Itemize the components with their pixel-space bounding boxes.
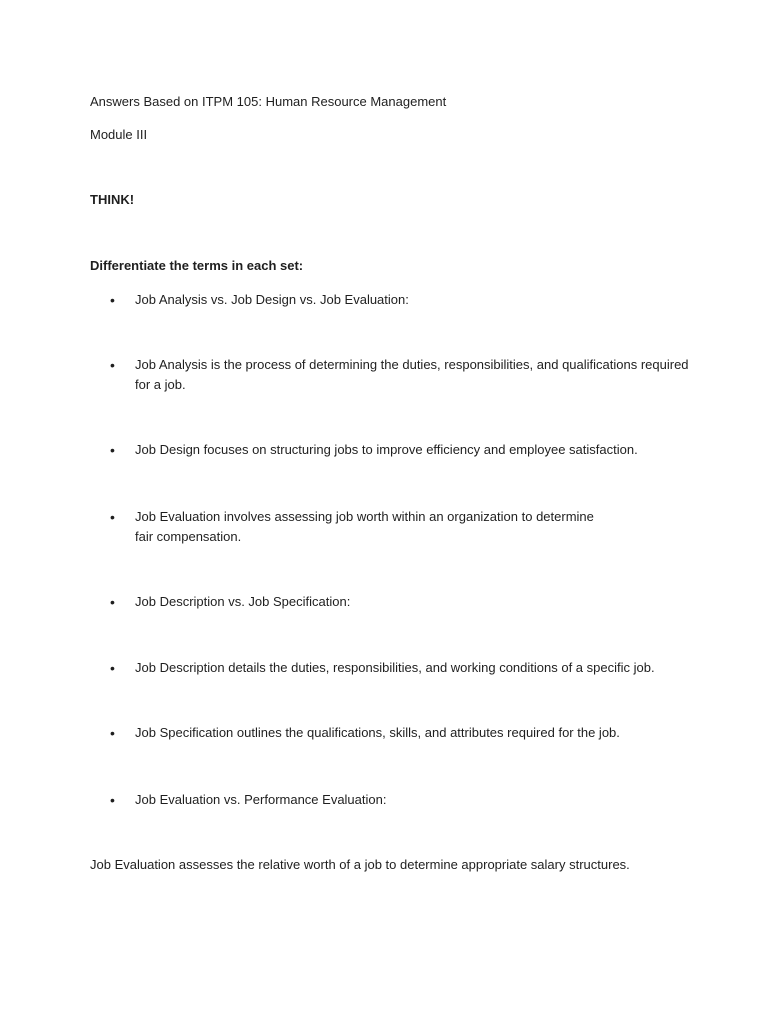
bullet-item-3 bbox=[110, 440, 690, 460]
bullet-text: Job Analysis is the process of determining the duties, responsibilities, and qualifications required for a job. bbox=[135, 357, 689, 392]
instruction-heading: Differentiate the terms in each set: bbox=[90, 258, 304, 273]
document-title: Answers Based on ITPM 105: Human Resource Management bbox=[90, 94, 447, 109]
bullet-item-2 bbox=[110, 355, 690, 395]
bullet-item-6 bbox=[110, 658, 690, 678]
bullet-icon: • bbox=[110, 792, 115, 808]
bullet-icon: • bbox=[110, 442, 115, 458]
bullet-text: Job Analysis vs. Job Design vs. Job Evaluation: bbox=[135, 292, 409, 307]
bullet-item-4 bbox=[110, 507, 690, 547]
bullet-item-5 bbox=[110, 592, 690, 612]
bullet-text: Job Description vs. Job Specification: bbox=[135, 594, 351, 609]
bullet-text: Job Design focuses on structuring jobs to improve efficiency and employee satisfaction. bbox=[135, 442, 638, 457]
bullet-item-7 bbox=[110, 723, 690, 743]
bullet-icon: • bbox=[110, 594, 115, 610]
bullet-icon: • bbox=[110, 357, 115, 373]
bullet-icon: • bbox=[110, 509, 115, 525]
module-label: Module III bbox=[90, 127, 148, 142]
think-heading: THINK! bbox=[90, 192, 135, 207]
bullet-item-1 bbox=[110, 290, 690, 310]
bullet-item-8 bbox=[110, 790, 690, 810]
bullet-text: Job Evaluation involves assessing job worth within an organization to determine fair compensation. bbox=[135, 509, 594, 544]
closing-paragraph: Job Evaluation assesses the relative worth of a job to determine appropriate salary structures. bbox=[90, 857, 630, 872]
bullet-icon: • bbox=[110, 292, 115, 308]
bullet-text: Job Evaluation vs. Performance Evaluation: bbox=[135, 792, 387, 807]
bullet-text: Job Description details the duties, responsibilities, and working conditions of a specific job. bbox=[135, 660, 655, 675]
bullet-icon: • bbox=[110, 660, 115, 676]
bullet-icon: • bbox=[110, 725, 115, 741]
bullet-text: Job Specification outlines the qualifications, skills, and attributes required for the job. bbox=[135, 725, 620, 740]
